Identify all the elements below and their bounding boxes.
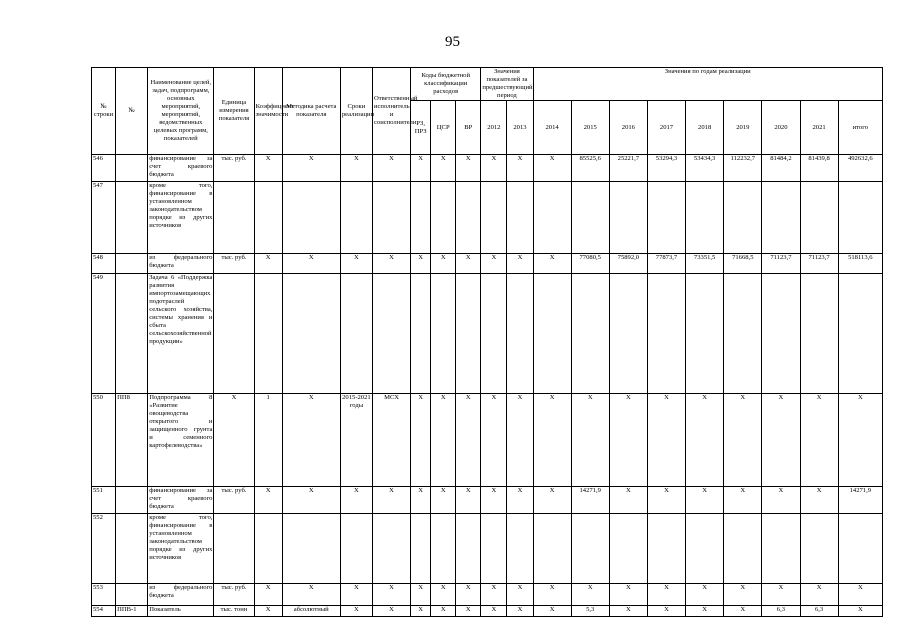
cell-csr [431, 274, 456, 394]
cell-name: Подпрограмма 8 «Развитие овощеводства открытого и защищенного грунта и семенного картофелеводства» [148, 394, 214, 487]
cell-y2016: 25221,7 [609, 155, 647, 182]
cell-y2015: 85525,6 [571, 155, 609, 182]
cell-unit: тыс. руб. [214, 155, 254, 182]
cell-method [282, 274, 340, 394]
header-2020: 2020 [762, 101, 800, 155]
cell-csr: X [431, 254, 456, 274]
cell-row: 548 [92, 254, 116, 274]
table-row [92, 584, 883, 606]
program-table [91, 67, 883, 617]
cell-num [116, 274, 148, 394]
cell-rz: X [411, 394, 431, 487]
table-row [92, 487, 883, 514]
cell-coef: X [254, 155, 282, 182]
cell-vr: X [456, 394, 481, 487]
cell-y2018: X [686, 606, 724, 617]
cell-y2015 [571, 274, 609, 394]
cell-csr: X [431, 155, 456, 182]
cell-terms [340, 274, 372, 394]
cell-y2021: 71123,7 [800, 254, 838, 274]
cell-y2015: 5,3 [571, 606, 609, 617]
cell-y2016: 75892,0 [609, 254, 647, 274]
cell-y2021 [800, 182, 838, 254]
header-rz-prz: РЗ, ПРЗ [411, 101, 431, 155]
cell-y2013: X [507, 155, 533, 182]
cell-total [838, 514, 882, 584]
cell-total: 492632,6 [838, 155, 882, 182]
cell-terms: X [340, 584, 372, 606]
cell-total [838, 274, 882, 394]
cell-y2014: X [533, 487, 571, 514]
cell-y2020: X [762, 487, 800, 514]
cell-y2021: 6,3 [800, 606, 838, 617]
page-number: 95 [445, 34, 460, 50]
cell-resp: X [372, 254, 410, 274]
cell-name: финансирование за счет краевого бюджета [148, 155, 214, 182]
cell-y2016 [609, 274, 647, 394]
cell-y2020: 6,3 [762, 606, 800, 617]
cell-row: 546 [92, 155, 116, 182]
cell-y2017: 77873,7 [647, 254, 685, 274]
cell-rz: X [411, 606, 431, 617]
cell-total: X [838, 606, 882, 617]
cell-vr: X [456, 254, 481, 274]
cell-num: ППВ-1 [116, 606, 148, 617]
cell-rz [411, 274, 431, 394]
cell-vr: X [456, 584, 481, 606]
cell-rz: X [411, 254, 431, 274]
cell-total: X [838, 394, 882, 487]
header-coef: Коэффициент значимости [254, 68, 282, 155]
cell-y2014 [533, 514, 571, 584]
cell-y2016 [609, 182, 647, 254]
cell-y2013: X [507, 606, 533, 617]
cell-resp: X [372, 155, 410, 182]
cell-terms [340, 514, 372, 584]
cell-y2021: X [800, 394, 838, 487]
header-terms: Сроки реализации [340, 68, 372, 155]
cell-y2016: X [609, 394, 647, 487]
cell-y2012: X [481, 584, 507, 606]
header-2016: 2016 [609, 101, 647, 155]
cell-terms [340, 182, 372, 254]
cell-vr: X [456, 155, 481, 182]
header-row-number: № строки [92, 68, 116, 155]
cell-y2013: X [507, 487, 533, 514]
cell-num [116, 155, 148, 182]
cell-row: 549 [92, 274, 116, 394]
table-row [92, 274, 883, 394]
cell-num [116, 514, 148, 584]
cell-y2017: X [647, 394, 685, 487]
cell-y2021: 81439,8 [800, 155, 838, 182]
cell-terms: X [340, 487, 372, 514]
header-name: Наименование целей, задач, подпрограмм, основных мероприятий, мероприятий, ведомственных целевых программ, показателей [148, 68, 214, 155]
cell-vr [456, 182, 481, 254]
cell-rz [411, 182, 431, 254]
cell-y2021 [800, 274, 838, 394]
header-vr: ВР [456, 101, 481, 155]
cell-y2018: X [686, 487, 724, 514]
cell-coef: X [254, 584, 282, 606]
cell-total: X [838, 584, 882, 606]
cell-rz: X [411, 584, 431, 606]
cell-method: абсолютный [282, 606, 340, 617]
cell-num: ПП8 [116, 394, 148, 487]
header-method: Методика расчета показателя [282, 68, 340, 155]
cell-csr: X [431, 487, 456, 514]
header-2017: 2017 [647, 101, 685, 155]
cell-name: кроме того, финансирование в установленном законодательством порядке из других источников [148, 182, 214, 254]
cell-y2019: X [724, 394, 762, 487]
cell-name: из федерального бюджета [148, 584, 214, 606]
cell-y2020 [762, 514, 800, 584]
cell-vr [456, 274, 481, 394]
header-csr: ЦСР [431, 101, 456, 155]
cell-y2015: X [571, 394, 609, 487]
cell-y2012 [481, 182, 507, 254]
cell-total: 518113,6 [838, 254, 882, 274]
cell-name: финансирование за счет краевого бюджета [148, 487, 214, 514]
cell-unit [214, 514, 254, 584]
cell-y2020 [762, 182, 800, 254]
header-2019: 2019 [724, 101, 762, 155]
cell-resp [372, 514, 410, 584]
cell-total [838, 182, 882, 254]
cell-name: кроме того, финансирование в установленном законодательством порядке из других источников [148, 514, 214, 584]
cell-y2017: 53294,3 [647, 155, 685, 182]
cell-y2014: X [533, 606, 571, 617]
cell-y2016 [609, 514, 647, 584]
cell-csr: X [431, 394, 456, 487]
cell-row: 554 [92, 606, 116, 617]
table-row [92, 606, 883, 617]
cell-rz [411, 514, 431, 584]
cell-row: 550 [92, 394, 116, 487]
cell-coef: X [254, 487, 282, 514]
cell-y2019: X [724, 584, 762, 606]
header-responsible: Ответственный исполнитель и соисполнители [372, 68, 410, 155]
cell-y2015: 77080,5 [571, 254, 609, 274]
cell-total: 14271,9 [838, 487, 882, 514]
cell-coef: 1 [254, 394, 282, 487]
cell-y2012 [481, 514, 507, 584]
cell-y2013 [507, 182, 533, 254]
cell-y2020: 71123,7 [762, 254, 800, 274]
cell-resp: X [372, 487, 410, 514]
cell-y2020: X [762, 584, 800, 606]
header-total: итого [838, 101, 882, 155]
cell-csr [431, 514, 456, 584]
cell-csr: X [431, 606, 456, 617]
cell-y2015: X [571, 584, 609, 606]
cell-unit: тыс. руб. [214, 254, 254, 274]
cell-y2018 [686, 274, 724, 394]
table-row [92, 155, 883, 182]
cell-name: из федерального бюджета [148, 254, 214, 274]
cell-resp [372, 274, 410, 394]
cell-y2016: X [609, 487, 647, 514]
cell-y2020 [762, 274, 800, 394]
header-2014: 2014 [533, 101, 571, 155]
header-number: № [116, 68, 148, 155]
cell-y2014: X [533, 584, 571, 606]
cell-y2018: 73351,5 [686, 254, 724, 274]
cell-rz: X [411, 155, 431, 182]
cell-y2015: 14271,9 [571, 487, 609, 514]
cell-row: 552 [92, 514, 116, 584]
cell-y2012: X [481, 606, 507, 617]
cell-num [116, 182, 148, 254]
header-years-values: Значения по годам реализации [533, 68, 882, 101]
cell-terms: X [340, 254, 372, 274]
header-budget-codes: Коды бюджетной классификации расходов [411, 68, 481, 101]
cell-coef [254, 274, 282, 394]
cell-y2017: X [647, 584, 685, 606]
cell-y2017 [647, 182, 685, 254]
table-row [92, 514, 883, 584]
cell-num [116, 584, 148, 606]
header-prev-values: Значения показателей за предшествующий период [482, 68, 533, 99]
cell-terms: 2015-2021 годы [340, 394, 372, 487]
cell-y2021: X [800, 487, 838, 514]
cell-y2018: X [686, 584, 724, 606]
cell-y2019: 112232,7 [724, 155, 762, 182]
header-2018: 2018 [686, 101, 724, 155]
cell-coef: X [254, 254, 282, 274]
cell-name: Задача 6 «Поддержка развития импортозамещающих подотраслей сельского хозяйства, системы хранения и сбыта сельскохозяйственной продукции» [148, 274, 214, 394]
cell-y2013: X [507, 254, 533, 274]
cell-y2019 [724, 182, 762, 254]
cell-terms: X [340, 606, 372, 617]
cell-csr: X [431, 584, 456, 606]
table-row [92, 182, 883, 254]
cell-name: Показатель [148, 606, 214, 617]
cell-row: 553 [92, 584, 116, 606]
cell-row: 547 [92, 182, 116, 254]
cell-y2019: 71668,5 [724, 254, 762, 274]
cell-unit: X [214, 394, 254, 487]
cell-y2014: X [533, 394, 571, 487]
cell-y2012: X [481, 155, 507, 182]
cell-y2019: X [724, 606, 762, 617]
cell-resp [372, 182, 410, 254]
cell-method: X [282, 487, 340, 514]
cell-method: X [282, 584, 340, 606]
cell-y2019 [724, 274, 762, 394]
cell-method: X [282, 394, 340, 487]
cell-coef: X [254, 606, 282, 617]
cell-y2014: X [533, 254, 571, 274]
cell-method: X [282, 155, 340, 182]
cell-y2012: X [481, 254, 507, 274]
cell-y2017 [647, 274, 685, 394]
cell-vr [456, 514, 481, 584]
cell-unit [214, 274, 254, 394]
cell-y2015 [571, 514, 609, 584]
cell-y2012: X [481, 487, 507, 514]
cell-y2017 [647, 514, 685, 584]
header-2015: 2015 [571, 101, 609, 155]
cell-y2019: X [724, 487, 762, 514]
cell-csr [431, 182, 456, 254]
header-2021: 2021 [800, 101, 838, 155]
cell-y2015 [571, 182, 609, 254]
cell-y2014: X [533, 155, 571, 182]
cell-y2017: X [647, 487, 685, 514]
table-body [92, 155, 883, 617]
table-row [92, 254, 883, 274]
table-row [92, 394, 883, 487]
cell-resp: X [372, 606, 410, 617]
cell-row: 551 [92, 487, 116, 514]
cell-num [116, 487, 148, 514]
cell-y2017: X [647, 606, 685, 617]
cell-y2020: X [762, 394, 800, 487]
cell-y2018: 53434,3 [686, 155, 724, 182]
cell-unit [214, 182, 254, 254]
cell-y2016: X [609, 584, 647, 606]
header-2012: 2012 [481, 101, 507, 155]
cell-num [116, 254, 148, 274]
cell-resp: МСХ [372, 394, 410, 487]
cell-y2012: X [481, 394, 507, 487]
cell-y2019 [724, 514, 762, 584]
cell-vr: X [456, 487, 481, 514]
cell-unit: тыс. руб. [214, 584, 254, 606]
cell-y2020: 81484,2 [762, 155, 800, 182]
cell-coef [254, 514, 282, 584]
cell-y2018 [686, 182, 724, 254]
cell-y2018: X [686, 394, 724, 487]
header-unit: Единица измерения показателя [214, 68, 254, 155]
cell-y2018 [686, 514, 724, 584]
cell-unit: тыс. руб. [214, 487, 254, 514]
cell-y2021: X [800, 584, 838, 606]
cell-unit: тыс. тонн [214, 606, 254, 617]
cell-y2013: X [507, 394, 533, 487]
cell-y2013 [507, 274, 533, 394]
cell-y2014 [533, 274, 571, 394]
header-row-top [92, 68, 883, 101]
cell-rz: X [411, 487, 431, 514]
cell-method [282, 514, 340, 584]
cell-method: X [282, 254, 340, 274]
cell-y2013 [507, 514, 533, 584]
cell-y2021 [800, 514, 838, 584]
cell-terms: X [340, 155, 372, 182]
cell-y2012 [481, 274, 507, 394]
cell-resp: X [372, 584, 410, 606]
cell-method [282, 182, 340, 254]
header-2013: 2013 [507, 101, 533, 155]
cell-y2016: X [609, 606, 647, 617]
cell-y2013: X [507, 584, 533, 606]
cell-coef [254, 182, 282, 254]
cell-vr: X [456, 606, 481, 617]
cell-y2014 [533, 182, 571, 254]
